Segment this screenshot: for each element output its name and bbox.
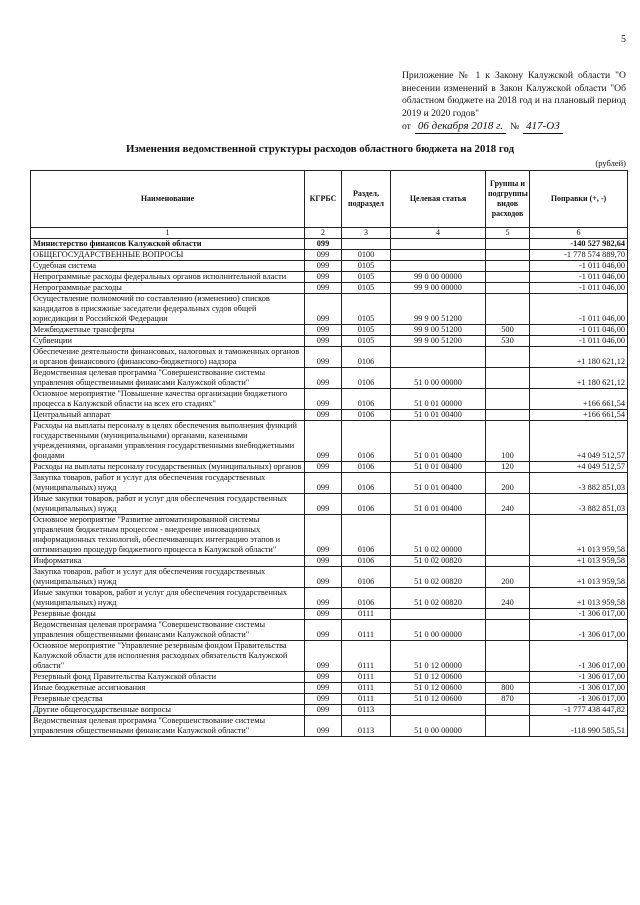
row-group: 240 — [486, 588, 530, 609]
row-name: Закупка товаров, работ и услуг для обеспечения государственных (муниципальных) нужд — [31, 567, 305, 588]
row-article: 51 0 12 00600 — [391, 672, 486, 683]
row-section: 0106 — [342, 462, 391, 473]
table-row — [31, 410, 628, 421]
units-label: (рублей) — [595, 158, 626, 168]
table-row — [31, 368, 628, 389]
appendix-block — [402, 70, 626, 134]
row-name: Резервные фонды — [31, 609, 305, 620]
table-row — [31, 515, 628, 556]
row-kgrbs: 099 — [305, 368, 342, 389]
row-kgrbs: 099 — [305, 515, 342, 556]
row-section: 0111 — [342, 620, 391, 641]
row-kgrbs: 099 — [305, 294, 342, 325]
row-article: 51 0 00 00000 — [391, 620, 486, 641]
row-amount: -1 011 046,00 — [530, 325, 628, 336]
table-row — [31, 567, 628, 588]
row-section: 0105 — [342, 294, 391, 325]
row-name: Основное мероприятие "Управление резервным фондом Правительства Калужской области для исполнения расходных обязательств Калужской области" — [31, 641, 305, 672]
row-name: Информатика — [31, 556, 305, 567]
row-name: Обеспечение деятельности финансовых, налоговых и таможенных органов и органов финансового (финансово-бюджетного) надзора — [31, 347, 305, 368]
row-kgrbs: 099 — [305, 588, 342, 609]
row-article — [391, 261, 486, 272]
row-article: 51 0 12 00600 — [391, 683, 486, 694]
table-row — [31, 694, 628, 705]
row-article: 51 0 01 00400 — [391, 421, 486, 462]
row-section: 0106 — [342, 347, 391, 368]
row-amount: -1 306 017,00 — [530, 683, 628, 694]
row-kgrbs: 099 — [305, 250, 342, 261]
appendix-number-label: № — [509, 121, 520, 132]
row-section: 0106 — [342, 494, 391, 515]
row-group — [486, 515, 530, 556]
table-row — [31, 641, 628, 672]
table-row — [31, 609, 628, 620]
table-row — [31, 250, 628, 261]
column-number: 1 — [31, 228, 305, 239]
table-row — [31, 716, 628, 737]
table-row — [31, 347, 628, 368]
row-name: Осуществление полномочий по составлению (изменению) списков кандидатов в присяжные заседатели федеральных судов общей юрисдикции в Российской Федерации — [31, 294, 305, 325]
row-group — [486, 239, 530, 250]
row-section: 0105 — [342, 325, 391, 336]
row-group — [486, 705, 530, 716]
row-kgrbs: 099 — [305, 641, 342, 672]
row-kgrbs: 099 — [305, 325, 342, 336]
row-kgrbs: 099 — [305, 672, 342, 683]
row-group — [486, 347, 530, 368]
table-row — [31, 261, 628, 272]
row-name: ОБЩЕГОСУДАРСТВЕННЫЕ ВОПРОСЫ — [31, 250, 305, 261]
table-row — [31, 683, 628, 694]
row-name: Иные бюджетные ассигнования — [31, 683, 305, 694]
row-section: 0106 — [342, 473, 391, 494]
row-amount: +166 661,54 — [530, 389, 628, 410]
row-group — [486, 294, 530, 325]
row-article: 51 0 01 00400 — [391, 494, 486, 515]
row-name: Ведомственная целевая программа "Совершенствование системы управления общественными финансами Калужской области" — [31, 716, 305, 737]
row-section: 0106 — [342, 421, 391, 462]
row-group — [486, 716, 530, 737]
row-amount: -1 011 046,00 — [530, 294, 628, 325]
row-section: 0100 — [342, 250, 391, 261]
table-row — [31, 283, 628, 294]
row-article — [391, 239, 486, 250]
row-amount: -1 011 046,00 — [530, 272, 628, 283]
row-kgrbs: 099 — [305, 716, 342, 737]
row-name: Основное мероприятие "Повышение качества организации бюджетного процесса в Калужской области на всех его стадиях" — [31, 389, 305, 410]
row-kgrbs: 099 — [305, 410, 342, 421]
row-amount: -1 777 438 447,82 — [530, 705, 628, 716]
header-name: Наименование — [31, 171, 305, 228]
row-section: 0111 — [342, 694, 391, 705]
budget-table — [30, 170, 628, 737]
appendix-signature-line — [402, 120, 626, 134]
row-name: Резервный фонд Правительства Калужской области — [31, 672, 305, 683]
row-article — [391, 705, 486, 716]
row-article: 51 0 02 00820 — [391, 556, 486, 567]
column-number: 4 — [391, 228, 486, 239]
row-amount: -118 990 585,51 — [530, 716, 628, 737]
row-name: Другие общегосударственные вопросы — [31, 705, 305, 716]
row-kgrbs: 099 — [305, 272, 342, 283]
row-section: 0106 — [342, 588, 391, 609]
row-section: 0111 — [342, 683, 391, 694]
row-kgrbs: 099 — [305, 683, 342, 694]
row-kgrbs: 099 — [305, 705, 342, 716]
row-name: Иные закупки товаров, работ и услуг для обеспечения государственных (муниципальных) нужд — [31, 494, 305, 515]
row-section: 0113 — [342, 705, 391, 716]
row-name: Иные закупки товаров, работ и услуг для обеспечения государственных (муниципальных) нужд — [31, 588, 305, 609]
table-row — [31, 494, 628, 515]
row-name: Основное мероприятие "Развитие автоматизированной системы управления бюджетным процессом - внедрение инновационных информационных технологий, обеспечивающих интеграцию этапов и оптимизацию процедур бюджетного процесса в Калужской области" — [31, 515, 305, 556]
row-name: Расходы на выплаты персоналу в целях обеспечения выполнения функций государственными (муниципальными) органами, казенными учреждениями, органами управления государственными внебюджетными фондами — [31, 421, 305, 462]
row-article: 51 0 12 00000 — [391, 641, 486, 672]
row-article: 51 0 02 00820 — [391, 567, 486, 588]
row-kgrbs: 099 — [305, 462, 342, 473]
row-article: 99 9 00 00000 — [391, 283, 486, 294]
row-name: Ведомственная целевая программа "Совершенствование системы управления общественными финансами Калужской области" — [31, 620, 305, 641]
appendix-date: 06 декабря 2018 г. — [415, 120, 506, 134]
header-kgrbs: КГРБС — [305, 171, 342, 228]
row-group — [486, 641, 530, 672]
table-row — [31, 325, 628, 336]
row-amount: -1 306 017,00 — [530, 609, 628, 620]
row-amount: +1 013 959,58 — [530, 588, 628, 609]
row-amount: -1 011 046,00 — [530, 261, 628, 272]
row-article: 51 0 01 00400 — [391, 410, 486, 421]
row-group — [486, 672, 530, 683]
row-group — [486, 250, 530, 261]
row-amount: +1 013 959,58 — [530, 556, 628, 567]
table-row — [31, 336, 628, 347]
row-kgrbs: 099 — [305, 336, 342, 347]
row-group — [486, 283, 530, 294]
header-section: Раздел, подраздел — [342, 171, 391, 228]
row-group — [486, 556, 530, 567]
table-row — [31, 556, 628, 567]
row-kgrbs: 099 — [305, 389, 342, 410]
row-article: 51 0 01 00400 — [391, 473, 486, 494]
appendix-number: 417-ОЗ — [523, 120, 563, 134]
row-kgrbs: 099 — [305, 261, 342, 272]
row-section: 0111 — [342, 609, 391, 620]
row-kgrbs: 099 — [305, 347, 342, 368]
row-group: 530 — [486, 336, 530, 347]
row-article: 99 9 00 51200 — [391, 294, 486, 325]
row-name: Судебная система — [31, 261, 305, 272]
column-number: 2 — [305, 228, 342, 239]
row-article: 51 0 00 00000 — [391, 716, 486, 737]
row-group: 100 — [486, 421, 530, 462]
column-number-row — [31, 228, 628, 239]
table-row — [31, 473, 628, 494]
row-section: 0106 — [342, 368, 391, 389]
row-article: 99 9 00 51200 — [391, 325, 486, 336]
row-kgrbs: 099 — [305, 421, 342, 462]
row-article — [391, 347, 486, 368]
row-kgrbs: 099 — [305, 494, 342, 515]
row-amount: -1 011 046,00 — [530, 336, 628, 347]
row-name: Резервные средства — [31, 694, 305, 705]
row-kgrbs: 099 — [305, 239, 342, 250]
row-group: 200 — [486, 473, 530, 494]
row-name: Непрограммные расходы — [31, 283, 305, 294]
row-group — [486, 609, 530, 620]
row-section: 0105 — [342, 261, 391, 272]
row-article: 99 0 00 00000 — [391, 272, 486, 283]
row-amount: -1 011 046,00 — [530, 283, 628, 294]
row-article: 51 0 01 00400 — [391, 462, 486, 473]
row-section: 0105 — [342, 336, 391, 347]
row-group: 120 — [486, 462, 530, 473]
row-group: 870 — [486, 694, 530, 705]
row-group — [486, 389, 530, 410]
row-group — [486, 272, 530, 283]
row-name: Межбюджетные трансферты — [31, 325, 305, 336]
row-amount: -3 882 851,03 — [530, 473, 628, 494]
row-amount: -140 527 982,64 — [530, 239, 628, 250]
row-section: 0111 — [342, 672, 391, 683]
row-article: 51 0 12 00600 — [391, 694, 486, 705]
row-name: Субвенции — [31, 336, 305, 347]
row-amount: -1 306 017,00 — [530, 620, 628, 641]
table-row — [31, 672, 628, 683]
row-section: 0106 — [342, 556, 391, 567]
row-amount: +1 180 621,12 — [530, 347, 628, 368]
row-group — [486, 368, 530, 389]
row-amount: -1 778 574 889,70 — [530, 250, 628, 261]
row-name: Центральный аппарат — [31, 410, 305, 421]
row-section: 0105 — [342, 272, 391, 283]
header-group: Группы и подгруппы видов расходов — [486, 171, 530, 228]
row-article — [391, 250, 486, 261]
row-group — [486, 261, 530, 272]
row-group: 800 — [486, 683, 530, 694]
row-kgrbs: 099 — [305, 620, 342, 641]
table-header-row — [31, 171, 628, 228]
row-group — [486, 410, 530, 421]
row-section: 0106 — [342, 410, 391, 421]
header-article: Целевая статья — [391, 171, 486, 228]
document-title: Изменения ведомственной структуры расходов областного бюджета на 2018 год — [125, 143, 515, 155]
appendix-from-label: от — [402, 121, 411, 132]
row-section: 0113 — [342, 716, 391, 737]
row-article: 51 0 02 00000 — [391, 515, 486, 556]
row-amount: -1 306 017,00 — [530, 641, 628, 672]
table-row — [31, 462, 628, 473]
row-section: 0111 — [342, 641, 391, 672]
row-section — [342, 239, 391, 250]
row-kgrbs: 099 — [305, 283, 342, 294]
row-group: 240 — [486, 494, 530, 515]
row-amount: -1 306 017,00 — [530, 694, 628, 705]
row-group: 500 — [486, 325, 530, 336]
row-amount: +1 013 959,58 — [530, 515, 628, 556]
row-amount: +1 013 959,58 — [530, 567, 628, 588]
row-name: Непрограммные расходы федеральных органов исполнительной власти — [31, 272, 305, 283]
row-group — [486, 620, 530, 641]
row-article — [391, 609, 486, 620]
row-amount: +166 661,54 — [530, 410, 628, 421]
column-number: 6 — [530, 228, 628, 239]
row-name: Министерство финансов Калужской области — [31, 239, 305, 250]
row-article: 99 9 00 51200 — [391, 336, 486, 347]
row-kgrbs: 099 — [305, 694, 342, 705]
row-amount: -3 882 851,03 — [530, 494, 628, 515]
row-article: 51 0 02 00820 — [391, 588, 486, 609]
row-group: 200 — [486, 567, 530, 588]
table-row — [31, 294, 628, 325]
row-amount: +4 049 512,57 — [530, 421, 628, 462]
row-name: Закупка товаров, работ и услуг для обеспечения государственных (муниципальных) нужд — [31, 473, 305, 494]
page-number: 5 — [621, 34, 626, 45]
row-kgrbs: 099 — [305, 567, 342, 588]
row-kgrbs: 099 — [305, 609, 342, 620]
row-article: 51 0 00 00000 — [391, 368, 486, 389]
row-name: Расходы на выплаты персоналу государственных (муниципальных) органов — [31, 462, 305, 473]
appendix-text: Приложение № 1 к Закону Калужской области "О внесении изменений в Закон Калужской области "Об областном бюджете на 2018 год и на плановый период 2019 и 2020 годов" — [402, 70, 626, 119]
row-amount: +4 049 512,57 — [530, 462, 628, 473]
row-section: 0106 — [342, 389, 391, 410]
row-article: 51 0 01 00000 — [391, 389, 486, 410]
row-kgrbs: 099 — [305, 473, 342, 494]
row-kgrbs: 099 — [305, 556, 342, 567]
table-row — [31, 272, 628, 283]
table-row — [31, 389, 628, 410]
row-section: 0106 — [342, 515, 391, 556]
table-body — [31, 239, 628, 737]
row-name: Ведомственная целевая программа "Совершенствование системы управления общественными финансами Калужской области" — [31, 368, 305, 389]
table-row — [31, 421, 628, 462]
header-amount: Поправки (+, -) — [530, 171, 628, 228]
column-number: 3 — [342, 228, 391, 239]
table-row — [31, 588, 628, 609]
row-amount: +1 180 621,12 — [530, 368, 628, 389]
table-row — [31, 239, 628, 250]
table-row — [31, 705, 628, 716]
row-amount: -1 306 017,00 — [530, 672, 628, 683]
row-section: 0106 — [342, 567, 391, 588]
table-row — [31, 620, 628, 641]
column-number: 5 — [486, 228, 530, 239]
row-section: 0105 — [342, 283, 391, 294]
